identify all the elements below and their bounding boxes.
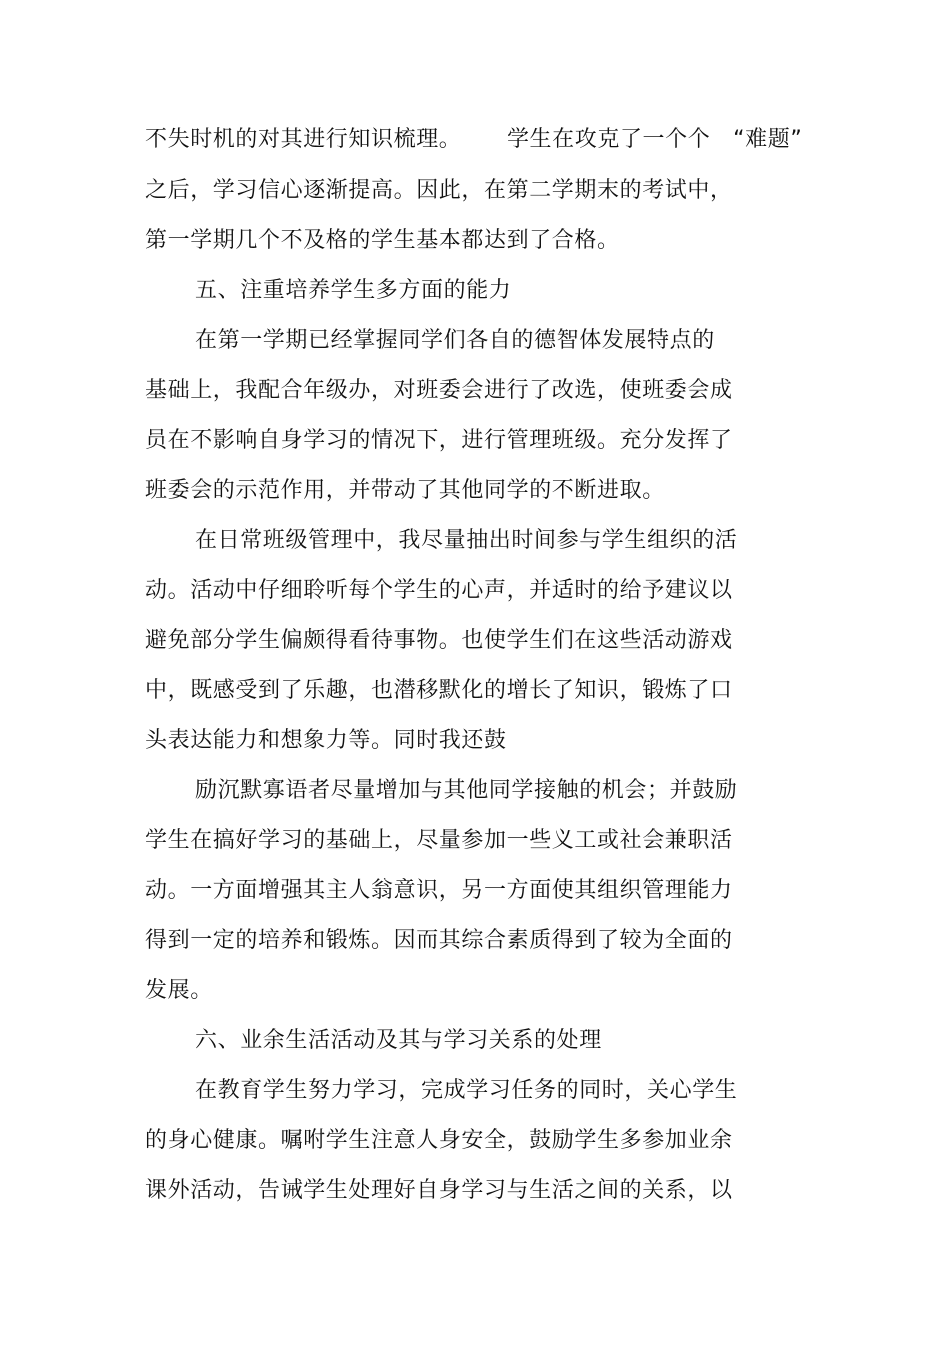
text-line: 第一学期几个不及格的学生基本都达到了合格。 xyxy=(145,228,620,253)
text-line: 不失时机的对其进行知识梳理。 学生在攻克了一个个 “难题” xyxy=(145,127,803,152)
text-line: 课外活动，告诫学生处理好自身学习与生活之间的关系，以 xyxy=(145,1178,733,1203)
text-line: 学生在搞好学习的基础上，尽量参加一些义工或社会兼职活 xyxy=(145,828,733,853)
text-line: 中，既感受到了乐趣，也潜移默化的增长了知识，锻炼了口 xyxy=(145,678,733,703)
text-line: 在第一学期已经掌握同学们各自的德智体发展特点的 xyxy=(195,328,715,353)
text-line: 励沉默寡语者尽量增加与其他同学接触的机会；并鼓励 xyxy=(195,778,738,803)
text-line: 的身心健康。嘱咐学生注意人身安全，鼓励学生多参加业余 xyxy=(145,1128,733,1153)
text-line: 动。活动中仔细聆听每个学生的心声，并适时的给予建议以 xyxy=(145,578,733,603)
text-line: 在日常班级管理中，我尽量抽出时间参与学生组织的活 xyxy=(195,528,738,553)
text-line: 头表达能力和想象力等。同时我还鼓 xyxy=(145,728,507,753)
text-line: 避免部分学生偏颇得看待事物。也使学生们在这些活动游戏 xyxy=(145,628,733,653)
text-line: 基础上，我配合年级办，对班委会进行了改选，使班委会成 xyxy=(145,378,733,403)
text-line: 得到一定的培养和锻炼。因而其综合素质得到了较为全面的 xyxy=(145,928,733,953)
section-heading: 六、业余生活活动及其与学习关系的处理 xyxy=(195,1028,602,1053)
text-line: 在教育学生努力学习，完成学习任务的同时，关心学生 xyxy=(195,1078,738,1103)
text-line: 发展。 xyxy=(145,978,213,1003)
text-line: 之后，学习信心逐渐提高。因此，在第二学期末的考试中， xyxy=(145,178,733,203)
text-line: 员在不影响自身学习的情况下，进行管理班级。充分发挥了 xyxy=(145,428,733,453)
section-heading: 五、注重培养学生多方面的能力 xyxy=(195,278,512,303)
text-line: 动。一方面增强其主人翁意识，另一方面使其组织管理能力 xyxy=(145,878,733,903)
text-line: 班委会的示范作用，并带动了其他同学的不断进取。 xyxy=(145,478,665,503)
